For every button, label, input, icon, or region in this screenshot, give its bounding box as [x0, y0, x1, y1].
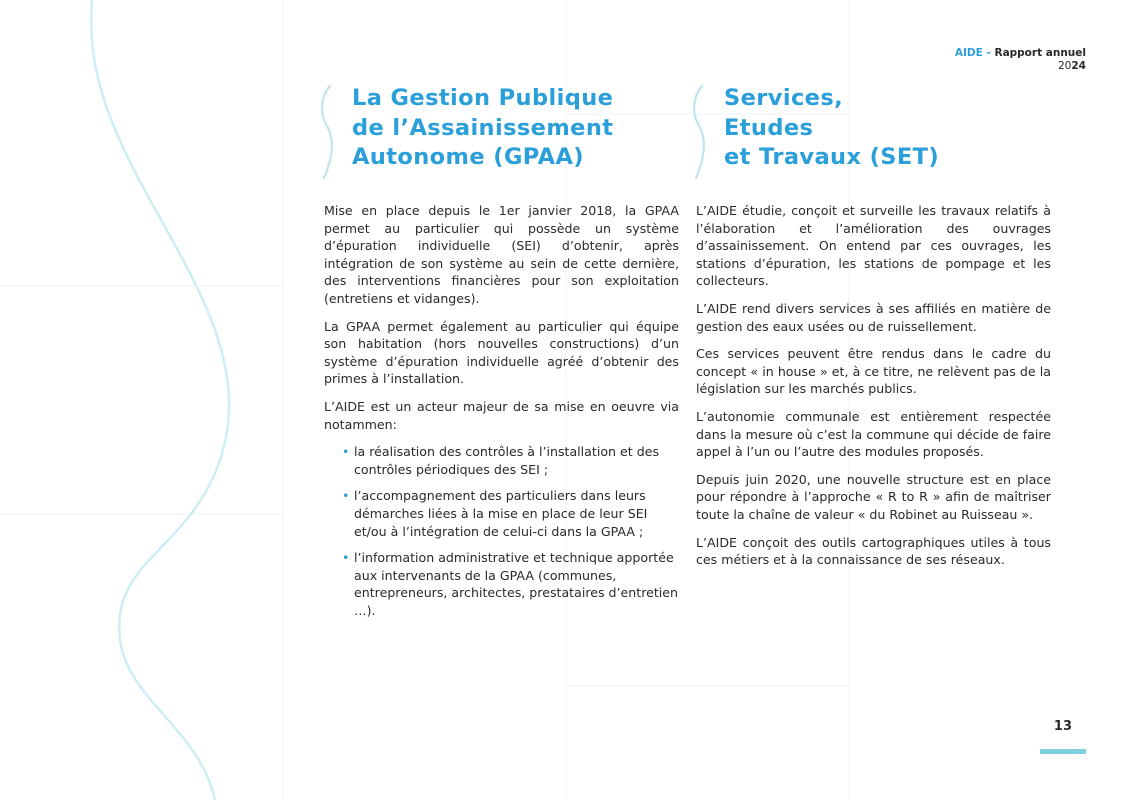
page-number: 13: [1053, 719, 1072, 734]
gpaa-paragraph: La GPAA permet également au particulier qui équipe son habitation (hors nouvelles constructions) d’un système d’épuration individuelle agréé d’obtenir des primes à l’installation.: [324, 318, 679, 387]
set-paragraph: Depuis juin 2020, une nouvelle structure est en place pour répondre à l’approche « R to R » afin de maîtriser toute la chaîne de valeur « du Robinet au Ruisseau ».: [696, 471, 1051, 522]
set-section: [694, 84, 1051, 568]
header-separator: -: [982, 47, 995, 59]
report-year: 2024: [1058, 60, 1086, 72]
wave-decoration: [91, 0, 229, 800]
report-title: Rapport annuel: [994, 47, 1086, 59]
set-paragraph: L’AIDE conçoit des outils cartographiques utiles à tous ces métiers et à la connaissance de ses réseaux.: [696, 534, 1051, 568]
page-number-underline: [1040, 749, 1086, 754]
set-paragraph: Ces services peuvent être rendus dans le cadre du concept « in house » et, à ce titre, ne relèvent pas de la législation sur les marchés publics.: [696, 346, 1051, 397]
gpaa-paragraph: L’AIDE est un acteur majeur de sa mise en oeuvre via notammen:: [324, 398, 679, 432]
gpaa-bullet-list: [342, 443, 679, 619]
set-paragraph: L’autonomie communale est entièrement respectée dans la mesure où c’est la commune qui décide de faire appel à l’un ou l’autre des modules proposés.: [696, 408, 1051, 460]
gpaa-body: [324, 202, 679, 628]
bullet-icon: •: [342, 444, 350, 460]
gpaa-paragraph: Mise en place depuis le 1er janvier 2018, la GPAA permet au particulier qui possède un système d’épuration individuelle (SEI) d’obtenir, après intégration de son système au sein de cette dernière, des interventions financières pour son exploitation (entretiens et vidanges).: [324, 203, 679, 306]
gpaa-heading-block: [322, 84, 679, 182]
set-paragraph: L’AIDE étudie, conçoit et surveille les travaux relatifs à l’élaboration et l’amélioration des ouvrages d’assainissement. On entend par ces ouvrages, les stations d’épuration, les stations de pompage et les collecteurs.: [696, 203, 1051, 289]
gpaa-heading: La Gestion Publique de l’Assainissement Autonome (GPAA): [352, 85, 614, 170]
brand-name: AIDE: [954, 47, 983, 59]
list-item: • l’accompagnement des particuliers dans leurs démarches liées à la mise en place de leur SEI et/ou à l’intégration de celui-ci dans la GPAA ;: [342, 488, 648, 539]
bracket-decoration-icon: [688, 84, 710, 180]
set-heading-block: [694, 84, 1051, 182]
bullet-icon: •: [342, 488, 350, 504]
set-heading: Services, Etudes et Travaux (SET): [724, 85, 940, 170]
bullet-icon: •: [342, 550, 350, 566]
report-header: [955, 47, 1086, 73]
list-item: • l’information administrative et technique apportée aux intervenants de la GPAA (communes, entrepreneurs, architectes, prestataires d’entretien …).: [342, 550, 679, 618]
gpaa-section: [322, 84, 679, 618]
bracket-decoration-icon: [316, 84, 338, 180]
set-body: [696, 202, 1051, 579]
set-paragraph: L’AIDE rend divers services à ses affiliés en matière de gestion des eaux usées ou de ruissellement.: [696, 300, 1051, 334]
list-item: • la réalisation des contrôles à l’installation et des contrôles périodiques des SEI ;: [342, 444, 660, 477]
